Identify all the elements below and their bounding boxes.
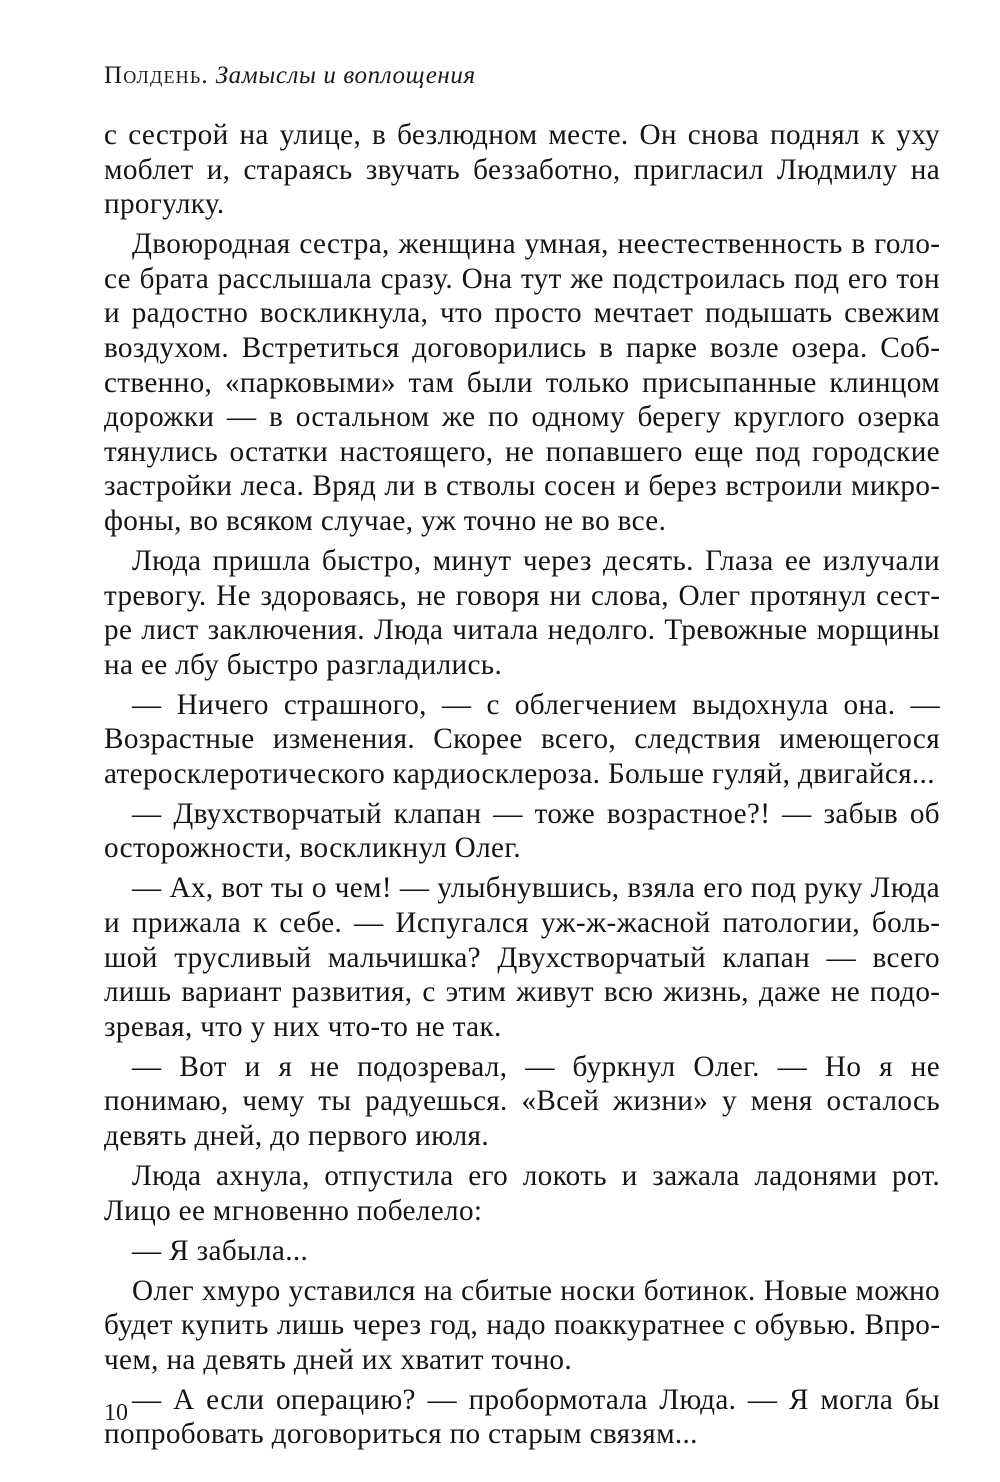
running-head <box>104 62 476 90</box>
dialogue-paragraph: — Я забыла... <box>132 1234 309 1267</box>
dialogue-paragraph: — Ах, вот ты о чем! — улыбнувшись, взяла его под руку Люда и прижала к себе. — Испугался уж-ж-жасной патологии, большой трусливый мальчишка? Двухстворчатый клапан — всего лишь вариант развития, с этим живут всю жизнь, даже не подозревая, что у них что-то не так. <box>104 872 940 1043</box>
dialogue-paragraph: — Вот и я не подозревал, — буркнул Олег. — Но я не понимаю, чему ты радуешься. «Всей жизни» у меня осталось девять дней, до первого июля. <box>104 1050 940 1152</box>
running-head-title: Замыслы и воплощения <box>215 62 476 89</box>
dialogue-paragraph: — Ничего страшного, — с облегчением выдохнула она. — Возрастные изменения. Скорее всего, следствия имеющегося атеросклеротического кардиосклероза. Больше гуляй, двигайся... <box>104 688 940 790</box>
dialogue-paragraph: — Двухстворчатый клапан — тоже возрастное?! — забыв об осторожности, воскликнул Олег. <box>104 797 940 865</box>
body-text <box>104 118 940 1457</box>
page-number: 10 <box>104 1400 128 1426</box>
paragraph: Двоюродная сестра, женщина умная, неестественность в голосе брата расслышала сразу. Она тут же подстроилась под его тон и радостно воскликнула, что просто мечтает подышать свежим воздухом. Встретиться договорились в парке возле озера. Собственно, «парковыми» там были только присыпанные клинцом дорожки — в остальном же по одному берегу круглого озерка тянулись остатки настоящего, не попавшего еще под городские застройки леса. Вряд ли в стволы сосен и берез встроили микрофоны, во всяком случае, уж точно не во все. <box>104 228 940 537</box>
paragraph: Люда ахнула, отпустила его локоть и зажала ладонями рот. Лицо ее мгновенно побелело: <box>104 1159 940 1227</box>
paragraph: Люда пришла быстро, минут через десять. Глаза ее излучали тревогу. Не здороваясь, не говоря ни слова, Олег протянул сестре лист заключения. Люда читала недолго. Тревожные морщины на ее лбу быстро разгладились. <box>104 544 940 681</box>
paragraph: Олег хмуро уставился на сбитые носки ботинок. Новые можно будет купить лишь через год, надо поаккуратнее с обувью. Впрочем, на девять дней их хватит точно. <box>104 1274 940 1376</box>
running-head-section: Полдень. <box>104 62 209 89</box>
paragraph: с сестрой на улице, в безлюдном месте. Он снова поднял к уху моблет и, стараясь звучать беззаботно, пригласил Людмилу на прогулку. <box>104 119 940 221</box>
dialogue-paragraph: — А если операцию? — пробормотала Люда. — Я могла бы попробовать договориться по старым связям... <box>104 1383 940 1451</box>
